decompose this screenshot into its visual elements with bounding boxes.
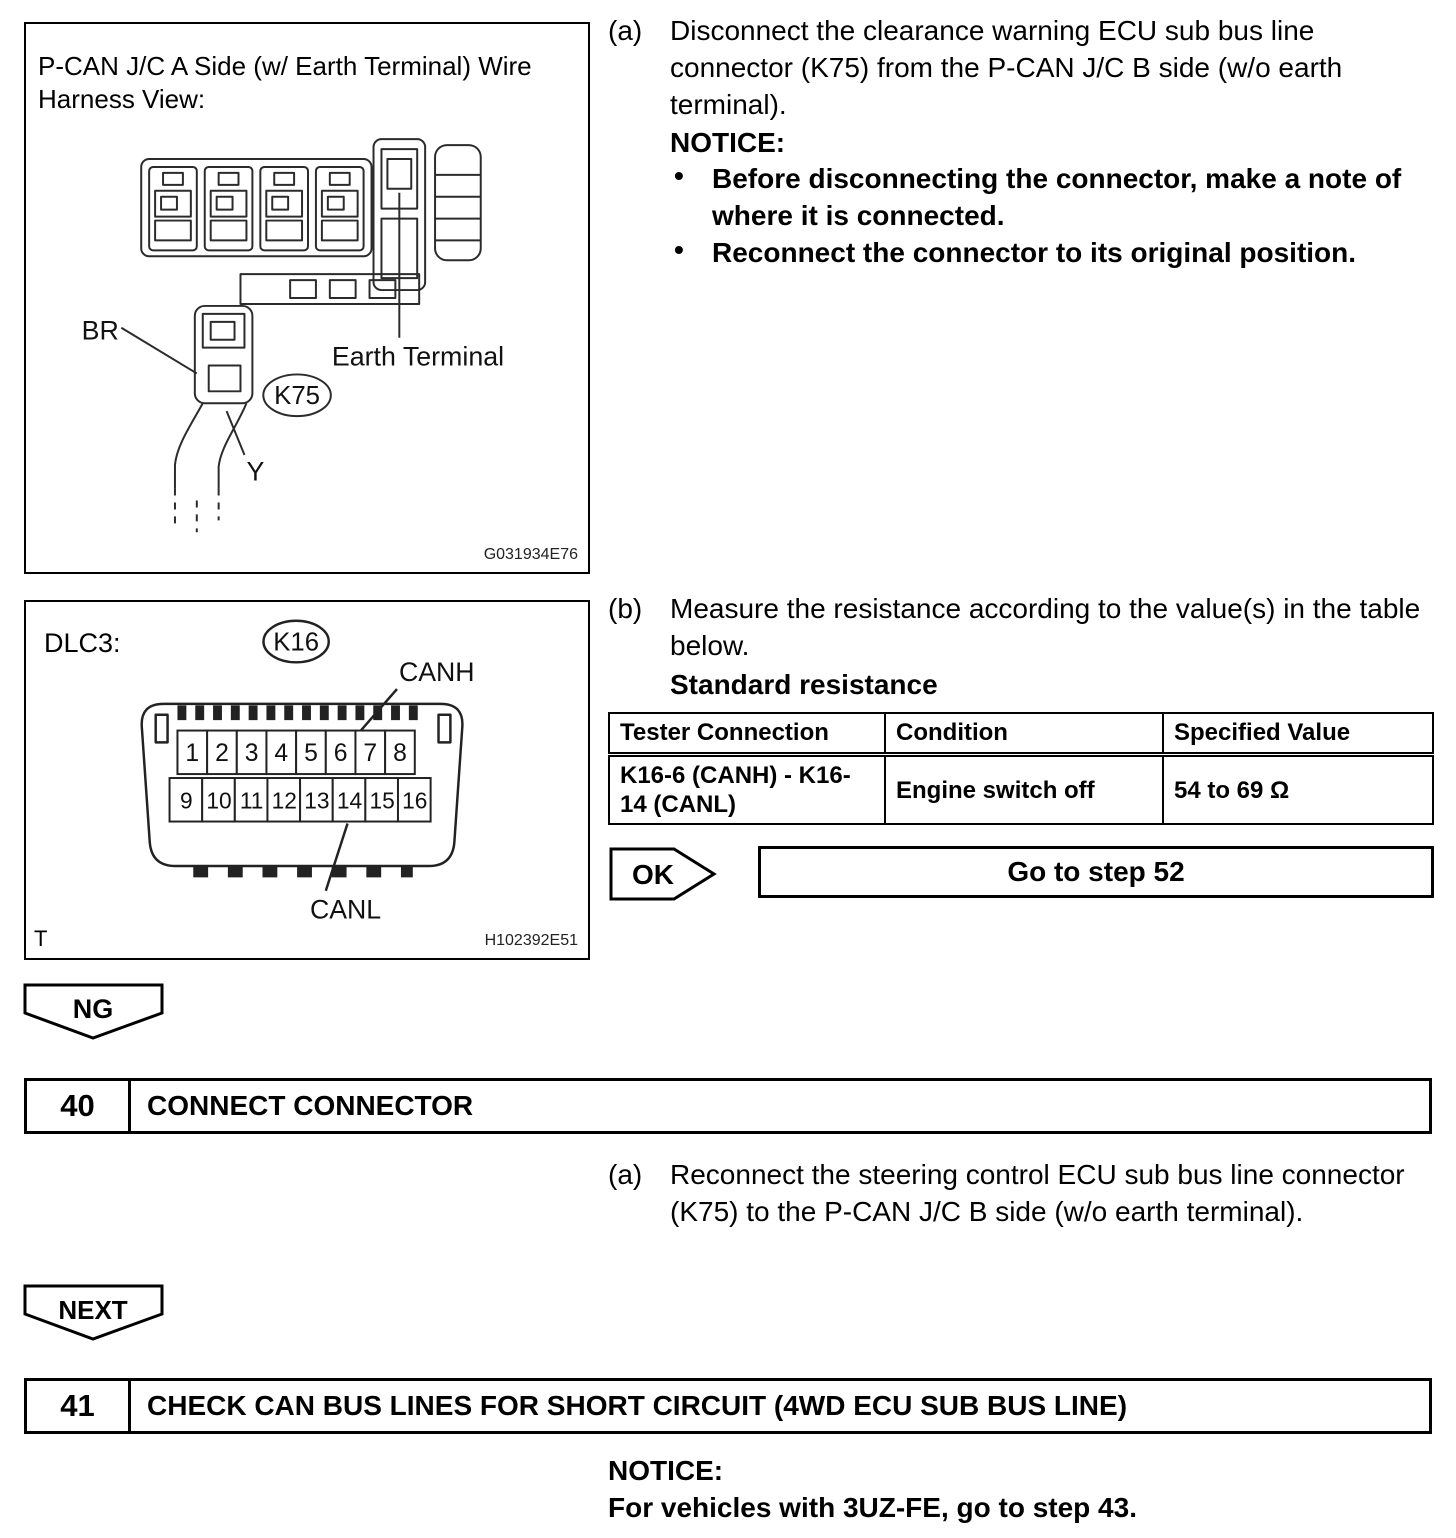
label-canh: CANH	[398, 657, 475, 688]
ok-arrow-label: OK	[632, 859, 674, 890]
pin-number: 6	[333, 740, 348, 768]
pin-number: 12	[271, 787, 297, 814]
side-bracket	[435, 145, 481, 260]
cell-specified-value: 54 to 69 Ω	[1163, 755, 1433, 825]
notice-text-41: For vehicles with 3UZ-FE, go to step 43.	[608, 1492, 1137, 1523]
canl-leader-line	[326, 824, 348, 891]
figure2-code: H102392E51	[484, 932, 578, 949]
resistance-table-wrap	[608, 712, 1432, 825]
table-header-specified-value: Specified Value	[1163, 713, 1433, 755]
ok-arrow	[608, 846, 718, 902]
cell-condition: Engine switch off	[885, 755, 1163, 825]
label-earth-terminal: Earth Terminal	[331, 341, 505, 372]
br-leader-line	[121, 328, 196, 374]
notice-label-a: NOTICE:	[670, 127, 786, 158]
next-arrow-label: NEXT	[58, 1295, 128, 1325]
pin-number: 4	[274, 740, 289, 768]
ng-arrow-label: NG	[72, 994, 114, 1024]
table-header-condition: Condition	[885, 713, 1163, 755]
pin-number: 1	[185, 740, 200, 768]
step-40a-text: Reconnect the steering control ECU sub bus line connector (K75) to the P-CAN J/C B side (w/o earth terminal).	[670, 1159, 1405, 1227]
pin-number: 2	[215, 740, 229, 768]
pin-number: 5	[304, 740, 318, 768]
step-40-bar	[24, 1078, 1432, 1134]
step-40a-marker: (a)	[608, 1159, 643, 1190]
y-leader-line	[227, 411, 245, 455]
label-y: Y	[246, 456, 265, 487]
figure-dlc3	[24, 600, 590, 960]
table-header-row	[609, 713, 1433, 755]
pin-number: 13	[304, 787, 330, 814]
junction-block	[141, 159, 371, 256]
pin-number: 9	[180, 787, 193, 814]
table-row	[609, 755, 1433, 825]
ok-action-box: Go to step 52	[758, 846, 1434, 898]
notice-label-41: NOTICE:	[608, 1455, 724, 1486]
pin-number: 10	[206, 787, 232, 814]
pin-row-top	[177, 731, 414, 775]
table-header-tester-connection: Tester Connection	[609, 713, 885, 755]
figure1-title: P-CAN J/C A Side (w/ Earth Terminal) Wire Harness View:	[38, 51, 532, 114]
wire	[175, 403, 246, 532]
resistance-table	[608, 712, 1434, 825]
label-k75: K75	[274, 382, 321, 411]
pin-number: 8	[393, 740, 407, 768]
bullet-marker-2: •	[674, 234, 684, 265]
left-slot	[156, 715, 168, 743]
pin-number: 3	[244, 740, 259, 768]
standard-resistance-label: Standard resistance	[670, 669, 938, 700]
notice-bullet-2: Reconnect the connector to its original position.	[712, 237, 1357, 268]
pin-number: 15	[369, 787, 395, 814]
step-41-number: 41	[27, 1381, 131, 1431]
bullet-marker-1: •	[674, 160, 684, 191]
label-br: BR	[81, 315, 119, 346]
step-41-title: CHECK CAN BUS LINES FOR SHORT CIRCUIT (4WD ECU SUB BUS LINE)	[147, 1390, 1128, 1421]
step-b-marker: (b)	[608, 593, 643, 624]
pin-number: 7	[363, 740, 378, 768]
step-40-number: 40	[27, 1081, 131, 1131]
label-k16: K16	[273, 628, 319, 657]
step-a-marker: (a)	[608, 15, 643, 46]
pin-number: 14	[336, 787, 363, 814]
pin-number: 16	[402, 787, 428, 814]
ng-arrow	[22, 982, 166, 1042]
figure2-corner-label: T	[34, 926, 48, 951]
figure1-code: G031934E76	[483, 546, 578, 563]
step-b-text: Measure the resistance according to the value(s) in the table below.	[670, 593, 1421, 661]
figure-wire-harness	[24, 22, 590, 574]
right-slot	[439, 715, 451, 743]
step-41-bar	[24, 1378, 1432, 1434]
k75-connector	[195, 306, 253, 403]
step-40-title: CONNECT CONNECTOR	[147, 1090, 474, 1121]
figure2-title: DLC3:	[44, 628, 121, 658]
next-arrow	[22, 1283, 166, 1343]
step-a-text: Disconnect the clearance warning ECU sub bus line connector (K75) from the P-CAN J/C B side (w/o earth terminal).	[670, 15, 1343, 120]
cell-tester-connection: K16-6 (CANH) - K16-14 (CANL)	[609, 755, 885, 825]
notice-bullet-1: Before disconnecting the connector, make a note of where it is connected.	[712, 163, 1402, 231]
label-canl: CANL	[309, 894, 382, 925]
pin-number: 11	[239, 787, 264, 814]
